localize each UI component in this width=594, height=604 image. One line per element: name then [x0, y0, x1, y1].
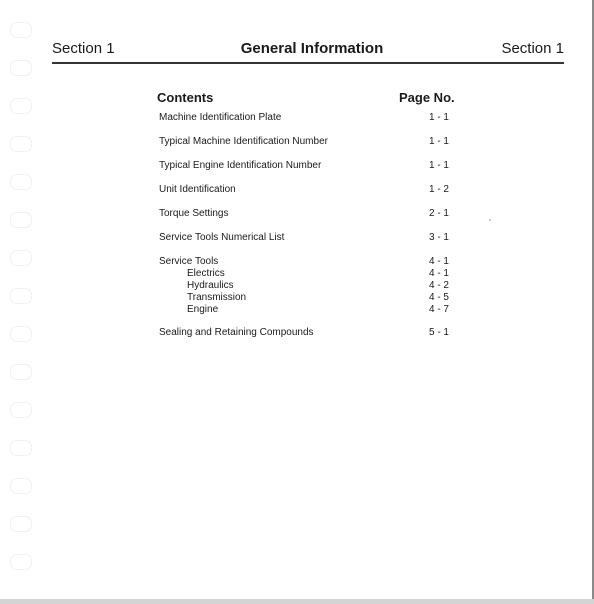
- header-divider: [52, 62, 564, 64]
- toc-entry-page: 1 - 1: [428, 112, 449, 123]
- toc-subentry-page: 4 - 7: [428, 304, 449, 315]
- page-title: General Information: [240, 40, 384, 57]
- header-section-right: Section 1: [501, 40, 564, 57]
- punch-hole: [10, 326, 32, 342]
- punch-hole: [10, 364, 32, 380]
- toc-entry-page: 5 - 1: [428, 327, 449, 338]
- punch-hole: [10, 402, 32, 418]
- punch-hole: [10, 440, 32, 456]
- toc-subentry-page: 4 - 5: [428, 292, 449, 303]
- punch-hole: [10, 288, 32, 304]
- page-edge-bottom: [0, 599, 594, 604]
- toc-subentry-page: 4 - 2: [428, 280, 449, 291]
- toc-entry-title: Sealing and Retaining Compounds: [159, 327, 314, 338]
- binder-punch-holes: [0, 0, 40, 604]
- toc-subentry-title: Hydraulics: [187, 280, 234, 291]
- toc-entry-title: Torque Settings: [159, 208, 229, 219]
- toc-subentry-page: 4 - 1: [428, 268, 449, 279]
- toc-entry-page: 1 - 1: [428, 160, 449, 171]
- toc-subentry-title: Electrics: [187, 268, 225, 279]
- toc-entry-title: Unit Identification: [159, 184, 236, 195]
- punch-hole: [10, 250, 32, 266]
- punch-hole: [10, 22, 32, 38]
- scan-speck: [489, 219, 491, 221]
- toc-entry-page: 2 - 1: [428, 208, 449, 219]
- punch-hole: [10, 516, 32, 532]
- toc-entry-title: Service Tools Numerical List: [159, 232, 285, 243]
- punch-hole: [10, 60, 32, 76]
- toc-entry-title: Machine Identification Plate: [159, 112, 282, 123]
- punch-hole: [10, 478, 32, 494]
- toc-subentry-title: Engine: [187, 304, 219, 315]
- toc-entry-title: Service Tools: [159, 256, 219, 267]
- toc-subentry-title: Transmission: [187, 292, 247, 303]
- punch-hole: [10, 98, 32, 114]
- toc-entry-page: 1 - 2: [428, 184, 449, 195]
- punch-hole: [10, 136, 32, 152]
- toc-entry-page: 4 - 1: [428, 256, 449, 267]
- contents-heading: Contents: [157, 90, 214, 105]
- page-number-heading: Page No.: [399, 90, 455, 105]
- punch-hole: [10, 212, 32, 228]
- header-section-left: Section 1: [52, 40, 115, 57]
- toc-entry-title: Typical Engine Identification Number: [159, 160, 322, 171]
- punch-hole: [10, 174, 32, 190]
- toc-entry-title: Typical Machine Identification Number: [159, 136, 328, 147]
- page-header: [52, 40, 564, 60]
- toc-entry-page: 1 - 1: [428, 136, 449, 147]
- punch-hole: [10, 554, 32, 570]
- toc-entry-page: 3 - 1: [428, 232, 449, 243]
